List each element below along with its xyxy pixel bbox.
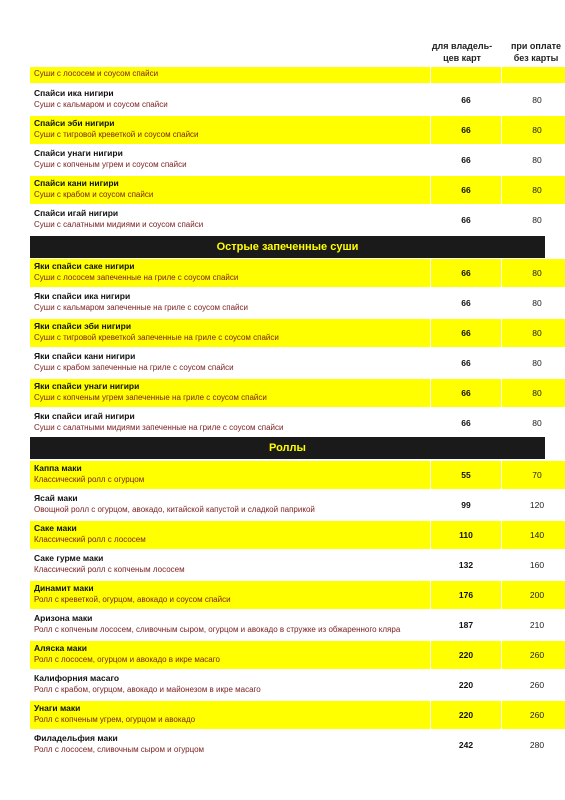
menu-item-description: Ролл с копченым угрем, огурцом и авокадо: [34, 715, 196, 724]
section-title-baked-sushi: Острые запеченные суши: [30, 236, 545, 258]
price-card: 220: [431, 641, 501, 669]
menu-item-name: Филадельфия маки: [34, 733, 118, 743]
menu-item-name: Саке гурме маки: [34, 553, 104, 563]
menu-item-name: Спайси игай нигири: [34, 208, 119, 218]
menu-row: [30, 259, 545, 287]
menu-row: [30, 731, 545, 759]
price-card-cell: [431, 67, 501, 83]
price-card: 66: [431, 319, 501, 347]
menu-item-name: Спайси эби нигири: [34, 118, 115, 128]
price-cell: [502, 67, 565, 83]
menu-row: [30, 146, 545, 174]
menu-row: [30, 671, 545, 699]
menu-item-name: Яки спайси эби нигири: [34, 321, 132, 331]
menu-item-name: Спайси ика нигири: [34, 88, 114, 98]
menu-item-name: Каппа маки: [34, 463, 82, 473]
price: 140: [502, 521, 565, 549]
menu-row: [30, 319, 545, 347]
column-header-owner-card-line2: цев карт: [443, 53, 481, 63]
menu-item-name: Спайси кани нигири: [34, 178, 119, 188]
menu-row: [30, 409, 545, 437]
menu-item-description: Классический ролл с огурцом: [34, 475, 145, 484]
menu-row: [30, 86, 545, 114]
price: 160: [529, 560, 545, 570]
price: 120: [529, 500, 545, 510]
price: 80: [532, 298, 542, 308]
price: 200: [502, 581, 565, 609]
menu-item-name: Яки спайси кани нигири: [34, 351, 136, 361]
price-card: 55: [431, 461, 501, 489]
menu-row: [30, 551, 545, 579]
menu-item-description: Суши с салатными мидиями запеченные на гриле с соусом спайси: [34, 423, 284, 432]
menu-item-description: Ролл с крабом, огурцом, авокадо и майонезом в икре масаго: [34, 685, 261, 694]
menu-row: [30, 701, 545, 729]
price-card: 66: [431, 379, 501, 407]
menu-item-description: Суши с кальмаром и соусом спайси: [34, 100, 168, 109]
menu-item-name: Ясай маки: [34, 493, 78, 503]
price-card: 66: [461, 298, 471, 308]
menu-item-name: Спайси унаги нигири: [34, 148, 123, 158]
price: 80: [502, 116, 565, 144]
price-card: 220: [458, 680, 474, 690]
menu-item-name: Яки спайси саке нигири: [34, 261, 135, 271]
menu-item-name: Аризона маки: [34, 613, 93, 623]
price: 80: [502, 379, 565, 407]
menu-item-name: Калифорния масаго: [34, 673, 120, 683]
menu-item-description: Классический ролл с лососем: [34, 535, 146, 544]
menu-item-description: Суши с лососем и соусом спайси: [34, 69, 159, 78]
price: 80: [532, 155, 542, 165]
menu-row: [30, 206, 545, 234]
menu-item-description: Суши с крабом запеченные на гриле с соусом спайси: [34, 363, 234, 372]
column-header-no-card-line2: без карты: [513, 53, 559, 63]
menu-row: [30, 379, 545, 407]
column-header-owner-card-line1: для владель-: [431, 41, 493, 51]
price-card: 66: [461, 95, 471, 105]
menu-item-description: Ролл с лососем, огурцом и авокадо в икре масаго: [34, 655, 220, 664]
price: 210: [529, 620, 545, 630]
menu-row: [30, 491, 545, 519]
price: 80: [532, 418, 542, 428]
price: 260: [529, 680, 545, 690]
menu-item-name: Аляска маки: [34, 643, 87, 653]
menu-row: [30, 581, 545, 609]
menu-item-name: Динамит маки: [34, 583, 94, 593]
menu-row-partial: [30, 67, 545, 83]
menu-row: [30, 289, 545, 317]
menu-item-description: Овощной ролл с огурцом, авокадо, китайской капустой и сладкой паприкой: [34, 505, 315, 514]
menu-item-description: Суши с крабом и соусом спайси: [34, 190, 154, 199]
price-card: 66: [461, 215, 471, 225]
price-card: 220: [431, 701, 501, 729]
menu-item-description: Суши с копченым угрем запеченные на гриле с соусом спайси: [34, 393, 267, 402]
price-card: 66: [461, 358, 471, 368]
price-card: 242: [458, 740, 474, 750]
column-header-owner-card: [430, 40, 494, 64]
menu-item-description: Суши с лососем запеченные на гриле с соусом спайси: [34, 273, 239, 282]
price-card: 99: [461, 500, 471, 510]
price: 260: [502, 641, 565, 669]
price: 280: [529, 740, 545, 750]
price: 80: [502, 259, 565, 287]
price: 80: [502, 319, 565, 347]
price-card: 66: [461, 418, 471, 428]
menu-row: [30, 641, 545, 669]
menu-row: [30, 461, 545, 489]
price: 80: [502, 176, 565, 204]
menu-item-description: Суши с салатными мидиями и соусом спайси: [34, 220, 204, 229]
menu-item-description: Классический ролл с копченым лососем: [34, 565, 185, 574]
menu-item-description: Суши с тигровой креветкой и соусом спайси: [34, 130, 199, 139]
column-header-no-card-line1: при оплате: [510, 41, 562, 51]
menu-item-description: Ролл с лососем, сливочным сыром и огурцом: [34, 745, 205, 754]
menu-item-name: Яки спайси унаги нигири: [34, 381, 140, 391]
price: 80: [532, 358, 542, 368]
menu-item-description: Суши с кальмаром запеченные на гриле с соусом спайси: [34, 303, 248, 312]
menu-item-description: Суши с тигровой креветкой запеченные на гриле с соусом спайси: [34, 333, 279, 342]
menu-item-description: Суши с копченым угрем и соусом спайси: [34, 160, 187, 169]
price: 80: [532, 215, 542, 225]
price-card: 176: [431, 581, 501, 609]
menu-row: [30, 611, 545, 639]
menu-row: [30, 349, 545, 377]
price-card: 66: [461, 155, 471, 165]
price: 260: [502, 701, 565, 729]
menu-row: [30, 176, 545, 204]
menu-item-description: Ролл с копченым лососем, сливочным сыром, огурцом и авокадо в стружке из обжаренного кляра: [34, 625, 401, 634]
menu-item-name: Яки спайси игай нигири: [34, 411, 135, 421]
price-card: 66: [431, 116, 501, 144]
menu-item-description: Ролл с креветкой, огурцом, авокадо и соусом спайси: [34, 595, 231, 604]
price-card: 132: [458, 560, 474, 570]
menu-row: [30, 521, 545, 549]
price-card: 110: [431, 521, 501, 549]
price: 70: [502, 461, 565, 489]
column-header-no-card: [500, 40, 565, 64]
menu-item-name: Саке маки: [34, 523, 77, 533]
price: 80: [532, 95, 542, 105]
price-card: 66: [431, 176, 501, 204]
menu-item-name: Яки спайси ика нигири: [34, 291, 131, 301]
menu-item-name: Унаги маки: [34, 703, 81, 713]
section-title-rolls: Роллы: [30, 437, 545, 459]
menu-row: [30, 116, 545, 144]
price-card: 66: [431, 259, 501, 287]
price-card: 187: [458, 620, 474, 630]
